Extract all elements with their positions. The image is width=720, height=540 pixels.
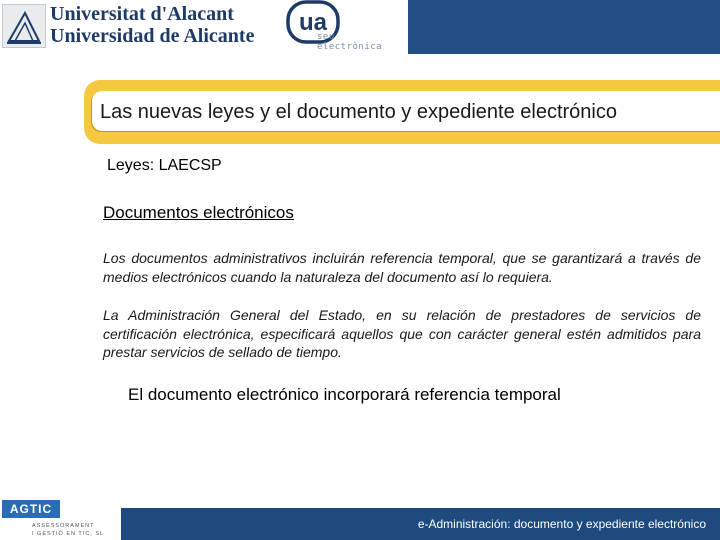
paragraph-1: Los documentos administrativos incluirán referencia temporal, que se garantizará a través de medios electrónicos cuando la naturaleza del documento así lo requiera.	[103, 250, 701, 285]
section-heading: Documentos electrónicos	[103, 203, 294, 222]
header-band	[408, 0, 720, 54]
ua-sub-caption	[317, 32, 382, 52]
agtic-caption-line1: ASSESSORAMENT	[32, 523, 95, 529]
footer-text: e-Administración: documento y expediente electrónico	[417, 517, 706, 531]
ua-sub-line2: electrònica	[317, 42, 383, 52]
slide-subtitle: Leyes: LAECSP	[107, 157, 222, 174]
ua-logo-text: ua	[298, 9, 328, 36]
university-emblem-icon	[2, 4, 46, 48]
header	[0, 0, 720, 56]
highlight-statement: El documento electrónico incorporará referencia temporal	[128, 385, 561, 404]
slide-title: Las nuevas leyes y el documento y expediente electrónico	[100, 101, 617, 123]
agtic-logo: AGTIC	[2, 500, 60, 518]
university-name	[50, 3, 254, 47]
ua-sub-line1: seu	[317, 32, 335, 42]
university-name-line1: Universitat d'Alacant	[50, 3, 234, 25]
agtic-caption-line2: I GESTIÓ EN TIC, SL	[32, 531, 105, 537]
university-name-line2: Universidad de Alicante	[50, 25, 255, 47]
paragraph-2: La Administración General del Estado, en su relación de prestadores de servicios de certificación electrónica, especificará aquellos que con carácter general estén admitidos para prestar servicios de sellado de tiempo.	[103, 307, 701, 360]
agtic-caption	[32, 522, 104, 538]
